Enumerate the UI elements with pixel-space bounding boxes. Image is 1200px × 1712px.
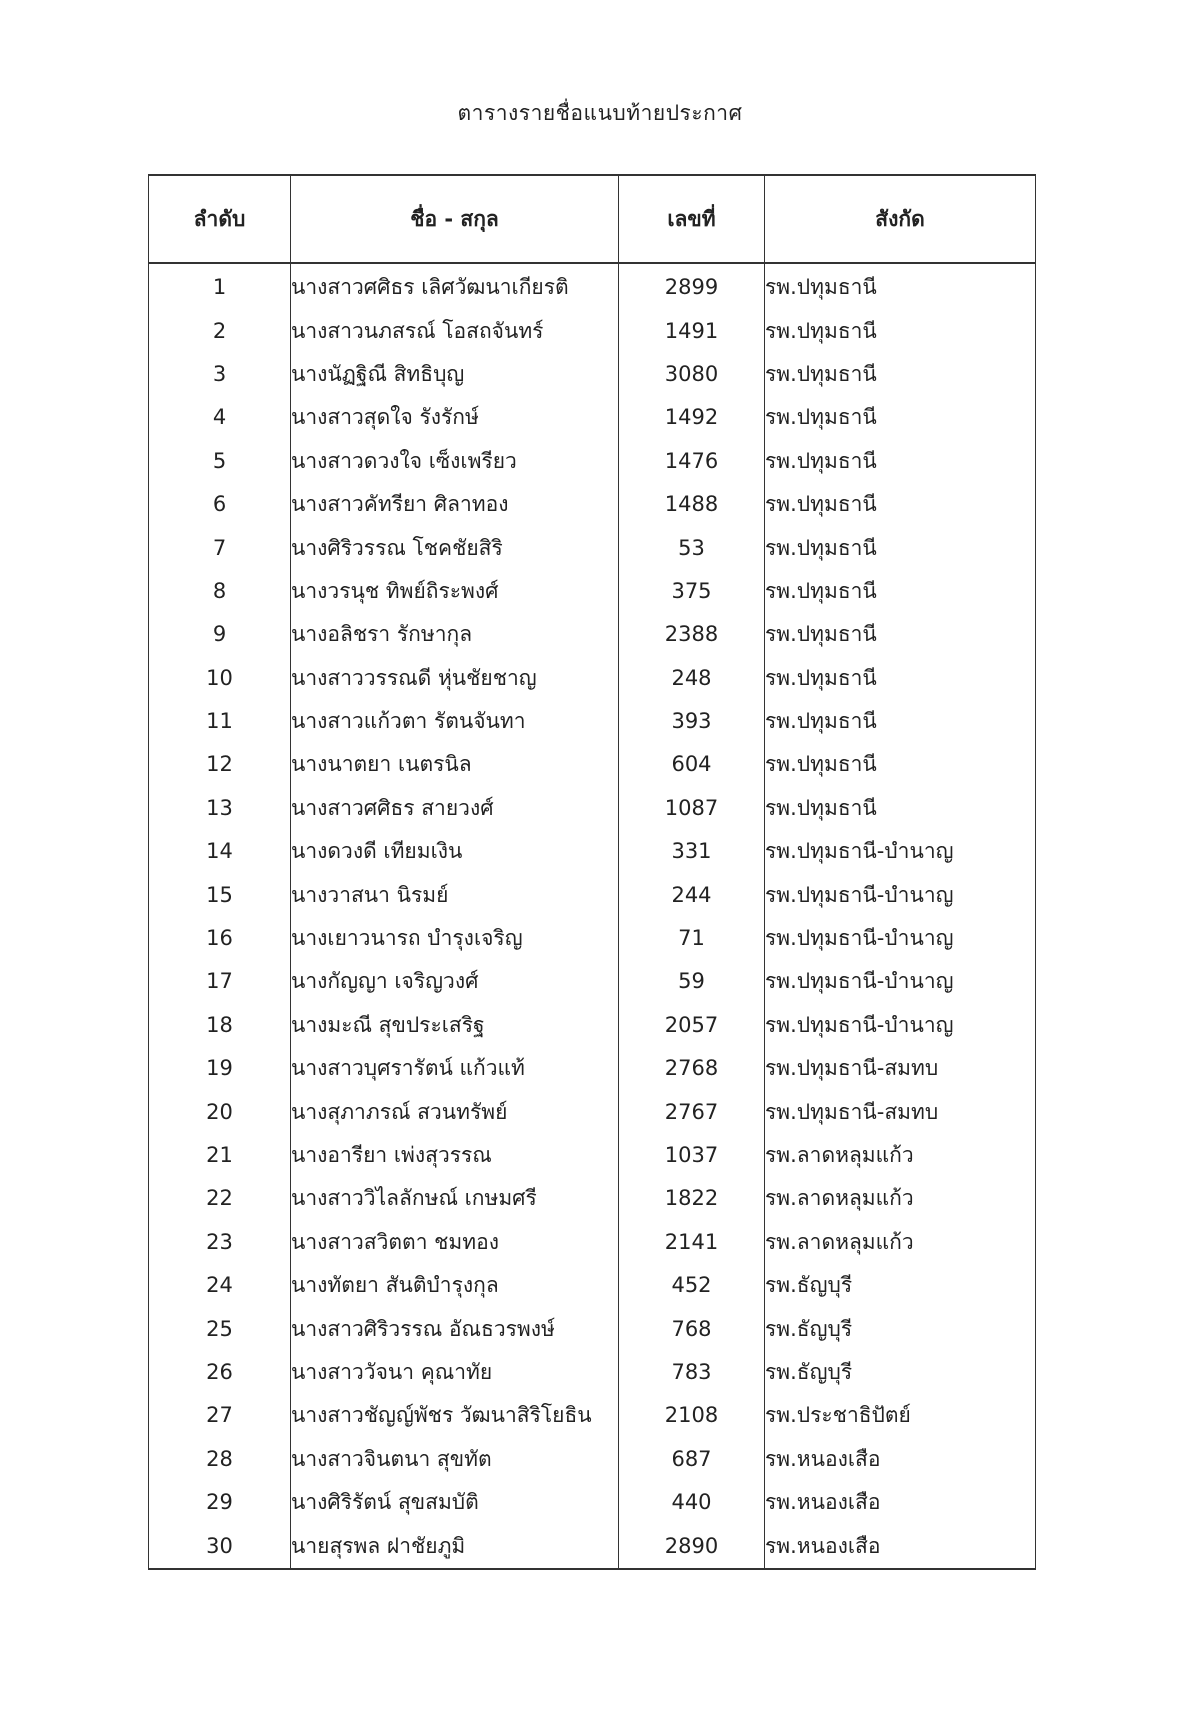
full-name: นางศิริรัตน์ สุขสมบัติ bbox=[291, 1481, 619, 1524]
roster-table bbox=[148, 174, 1036, 1570]
row-number: 14 bbox=[149, 830, 291, 873]
member-number: 1037 bbox=[619, 1134, 765, 1177]
affiliation: รพ.ธัญบุรี bbox=[765, 1264, 1036, 1307]
member-number: 375 bbox=[619, 570, 765, 613]
table-row bbox=[149, 353, 1036, 396]
full-name: นางสาวจินตนา สุขทัต bbox=[291, 1438, 619, 1481]
affiliation: รพ.ลาดหลุมแก้ว bbox=[765, 1177, 1036, 1220]
member-number: 768 bbox=[619, 1307, 765, 1350]
full-name: นางนัฏฐิณี สิทธิบุญ bbox=[291, 353, 619, 396]
affiliation: รพ.ปทุมธานี bbox=[765, 657, 1036, 700]
table-row bbox=[149, 1438, 1036, 1481]
table-row bbox=[149, 309, 1036, 352]
member-number: 2890 bbox=[619, 1524, 765, 1568]
affiliation: รพ.ธัญบุรี bbox=[765, 1351, 1036, 1394]
full-name: นางสาวแก้วตา รัตนจันทา bbox=[291, 700, 619, 743]
row-number: 13 bbox=[149, 787, 291, 830]
row-number: 9 bbox=[149, 613, 291, 656]
member-number: 2057 bbox=[619, 1004, 765, 1047]
full-name: นางนาตยา เนตรนิล bbox=[291, 743, 619, 786]
document-title: ตารางรายชื่อแนบท้ายประกาศ bbox=[457, 101, 743, 125]
full-name: นางสาวสวิตตา ชมทอง bbox=[291, 1221, 619, 1264]
row-number: 17 bbox=[149, 960, 291, 1003]
affiliation: รพ.ปทุมธานี bbox=[765, 263, 1036, 309]
row-number: 3 bbox=[149, 353, 291, 396]
row-number: 21 bbox=[149, 1134, 291, 1177]
affiliation: รพ.ลาดหลุมแก้ว bbox=[765, 1221, 1036, 1264]
affiliation: รพ.ปทุมธานี-บำนาญ bbox=[765, 873, 1036, 916]
table-row bbox=[149, 1524, 1036, 1568]
member-number: 331 bbox=[619, 830, 765, 873]
affiliation: รพ.หนองเสือ bbox=[765, 1438, 1036, 1481]
row-number: 29 bbox=[149, 1481, 291, 1524]
full-name: นางอลิชรา รักษากุล bbox=[291, 613, 619, 656]
table-body bbox=[149, 263, 1036, 1569]
row-number: 4 bbox=[149, 396, 291, 439]
affiliation: รพ.ปทุมธานี bbox=[765, 309, 1036, 352]
member-number: 2108 bbox=[619, 1394, 765, 1437]
member-number: 2388 bbox=[619, 613, 765, 656]
row-number: 19 bbox=[149, 1047, 291, 1090]
affiliation: รพ.หนองเสือ bbox=[765, 1481, 1036, 1524]
row-number: 8 bbox=[149, 570, 291, 613]
member-number: 783 bbox=[619, 1351, 765, 1394]
header-affiliation: สังกัด bbox=[765, 175, 1036, 263]
member-number: 71 bbox=[619, 917, 765, 960]
table-row bbox=[149, 873, 1036, 916]
table-row bbox=[149, 440, 1036, 483]
table-row bbox=[149, 1177, 1036, 1220]
full-name: นางศิริวรรณ โชคชัยสิริ bbox=[291, 526, 619, 569]
full-name: นางทัตยา สันติบำรุงกุล bbox=[291, 1264, 619, 1307]
row-number: 2 bbox=[149, 309, 291, 352]
member-number: 393 bbox=[619, 700, 765, 743]
affiliation: รพ.ปทุมธานี bbox=[765, 570, 1036, 613]
header-no: ลำดับ bbox=[149, 175, 291, 263]
member-number: 604 bbox=[619, 743, 765, 786]
full-name: นางสาวบุศรารัตน์ แก้วแท้ bbox=[291, 1047, 619, 1090]
member-number: 1491 bbox=[619, 309, 765, 352]
row-number: 18 bbox=[149, 1004, 291, 1047]
full-name: นางดวงดี เทียมเงิน bbox=[291, 830, 619, 873]
table-row bbox=[149, 1307, 1036, 1350]
affiliation: รพ.ปทุมธานี bbox=[765, 440, 1036, 483]
row-number: 28 bbox=[149, 1438, 291, 1481]
full-name: นางสาวดวงใจ เซ็งเพรียว bbox=[291, 440, 619, 483]
affiliation: รพ.ปทุมธานี bbox=[765, 526, 1036, 569]
full-name: นางสาวศศิธร เลิศวัฒนาเกียรติ bbox=[291, 263, 619, 309]
table-row bbox=[149, 1394, 1036, 1437]
full-name: นางวาสนา นิรมย์ bbox=[291, 873, 619, 916]
member-number: 2768 bbox=[619, 1047, 765, 1090]
table-row bbox=[149, 1221, 1036, 1264]
affiliation: รพ.ปทุมธานี-บำนาญ bbox=[765, 1004, 1036, 1047]
member-number: 244 bbox=[619, 873, 765, 916]
row-number: 20 bbox=[149, 1090, 291, 1133]
member-number: 2899 bbox=[619, 263, 765, 309]
full-name: นางเยาวนารถ บำรุงเจริญ bbox=[291, 917, 619, 960]
affiliation: รพ.ลาดหลุมแก้ว bbox=[765, 1134, 1036, 1177]
table-row bbox=[149, 570, 1036, 613]
row-number: 22 bbox=[149, 1177, 291, 1220]
affiliation: รพ.ธัญบุรี bbox=[765, 1307, 1036, 1350]
affiliation: รพ.ปทุมธานี bbox=[765, 353, 1036, 396]
table-row bbox=[149, 396, 1036, 439]
row-number: 30 bbox=[149, 1524, 291, 1568]
row-number: 1 bbox=[149, 263, 291, 309]
member-number: 2767 bbox=[619, 1090, 765, 1133]
row-number: 10 bbox=[149, 657, 291, 700]
row-number: 6 bbox=[149, 483, 291, 526]
table-row bbox=[149, 613, 1036, 656]
row-number: 5 bbox=[149, 440, 291, 483]
row-number: 11 bbox=[149, 700, 291, 743]
row-number: 12 bbox=[149, 743, 291, 786]
full-name: นางสาวศิริวรรณ อัณธวรพงษ์ bbox=[291, 1307, 619, 1350]
member-number: 59 bbox=[619, 960, 765, 1003]
member-number: 1476 bbox=[619, 440, 765, 483]
member-number: 1488 bbox=[619, 483, 765, 526]
member-number: 248 bbox=[619, 657, 765, 700]
full-name: นางสาวนภสรณ์ โอสถจันทร์ bbox=[291, 309, 619, 352]
affiliation: รพ.หนองเสือ bbox=[765, 1524, 1036, 1568]
member-number: 1822 bbox=[619, 1177, 765, 1220]
member-number: 53 bbox=[619, 526, 765, 569]
table-row bbox=[149, 743, 1036, 786]
table-header bbox=[149, 175, 1036, 263]
full-name: นางสาวศศิธร สายวงศ์ bbox=[291, 787, 619, 830]
member-number: 1087 bbox=[619, 787, 765, 830]
row-number: 23 bbox=[149, 1221, 291, 1264]
full-name: นางวรนุช ทิพย์ถิระพงศ์ bbox=[291, 570, 619, 613]
affiliation: รพ.ปทุมธานี-บำนาญ bbox=[765, 960, 1036, 1003]
row-number: 25 bbox=[149, 1307, 291, 1350]
affiliation: รพ.ปทุมธานี bbox=[765, 743, 1036, 786]
table-row bbox=[149, 1351, 1036, 1394]
table-row bbox=[149, 263, 1036, 309]
row-number: 15 bbox=[149, 873, 291, 916]
row-number: 24 bbox=[149, 1264, 291, 1307]
full-name: นางสาววิไลลักษณ์ เกษมศรี bbox=[291, 1177, 619, 1220]
full-name: นางอารียา เพ่งสุวรรณ bbox=[291, 1134, 619, 1177]
header-row bbox=[149, 175, 1036, 263]
affiliation: รพ.ประชาธิปัตย์ bbox=[765, 1394, 1036, 1437]
table-row bbox=[149, 1481, 1036, 1524]
member-number: 440 bbox=[619, 1481, 765, 1524]
member-number: 1492 bbox=[619, 396, 765, 439]
full-name: นางสาวสุดใจ รังรักษ์ bbox=[291, 396, 619, 439]
header-number: เลขที่ bbox=[619, 175, 765, 263]
table-row bbox=[149, 787, 1036, 830]
table-row bbox=[149, 526, 1036, 569]
member-number: 687 bbox=[619, 1438, 765, 1481]
table-row bbox=[149, 657, 1036, 700]
table-row bbox=[149, 917, 1036, 960]
affiliation: รพ.ปทุมธานี-สมทบ bbox=[765, 1047, 1036, 1090]
full-name: นางสาวชัญญ์พัชร วัฒนาสิริโยธิน bbox=[291, 1394, 619, 1437]
affiliation: รพ.ปทุมธานี bbox=[765, 483, 1036, 526]
row-number: 27 bbox=[149, 1394, 291, 1437]
table-row bbox=[149, 1134, 1036, 1177]
table-row bbox=[149, 1264, 1036, 1307]
full-name: นางสาววัจนา คุณาทัย bbox=[291, 1351, 619, 1394]
table-row bbox=[149, 1047, 1036, 1090]
row-number: 16 bbox=[149, 917, 291, 960]
full-name: นางสาววรรณดี หุ่นชัยชาญ bbox=[291, 657, 619, 700]
table-row bbox=[149, 1004, 1036, 1047]
affiliation: รพ.ปทุมธานี-สมทบ bbox=[765, 1090, 1036, 1133]
table-row bbox=[149, 700, 1036, 743]
row-number: 26 bbox=[149, 1351, 291, 1394]
full-name: นางสุภาภรณ์ สวนทรัพย์ bbox=[291, 1090, 619, 1133]
row-number: 7 bbox=[149, 526, 291, 569]
full-name: นางมะณี สุขประเสริฐ bbox=[291, 1004, 619, 1047]
affiliation: รพ.ปทุมธานี bbox=[765, 613, 1036, 656]
member-number: 2141 bbox=[619, 1221, 765, 1264]
affiliation: รพ.ปทุมธานี bbox=[765, 700, 1036, 743]
affiliation: รพ.ปทุมธานี-บำนาญ bbox=[765, 830, 1036, 873]
full-name: นางสาวคัทรียา ศิลาทอง bbox=[291, 483, 619, 526]
full-name: นางกัญญา เจริญวงศ์ bbox=[291, 960, 619, 1003]
affiliation: รพ.ปทุมธานี bbox=[765, 396, 1036, 439]
table-row bbox=[149, 1090, 1036, 1133]
header-name: ชื่อ - สกุล bbox=[291, 175, 619, 263]
table-row bbox=[149, 960, 1036, 1003]
affiliation: รพ.ปทุมธานี-บำนาญ bbox=[765, 917, 1036, 960]
affiliation: รพ.ปทุมธานี bbox=[765, 787, 1036, 830]
full-name: นายสุรพล ฝาชัยภูมิ bbox=[291, 1524, 619, 1568]
table-row bbox=[149, 483, 1036, 526]
member-number: 3080 bbox=[619, 353, 765, 396]
table-row bbox=[149, 830, 1036, 873]
member-number: 452 bbox=[619, 1264, 765, 1307]
